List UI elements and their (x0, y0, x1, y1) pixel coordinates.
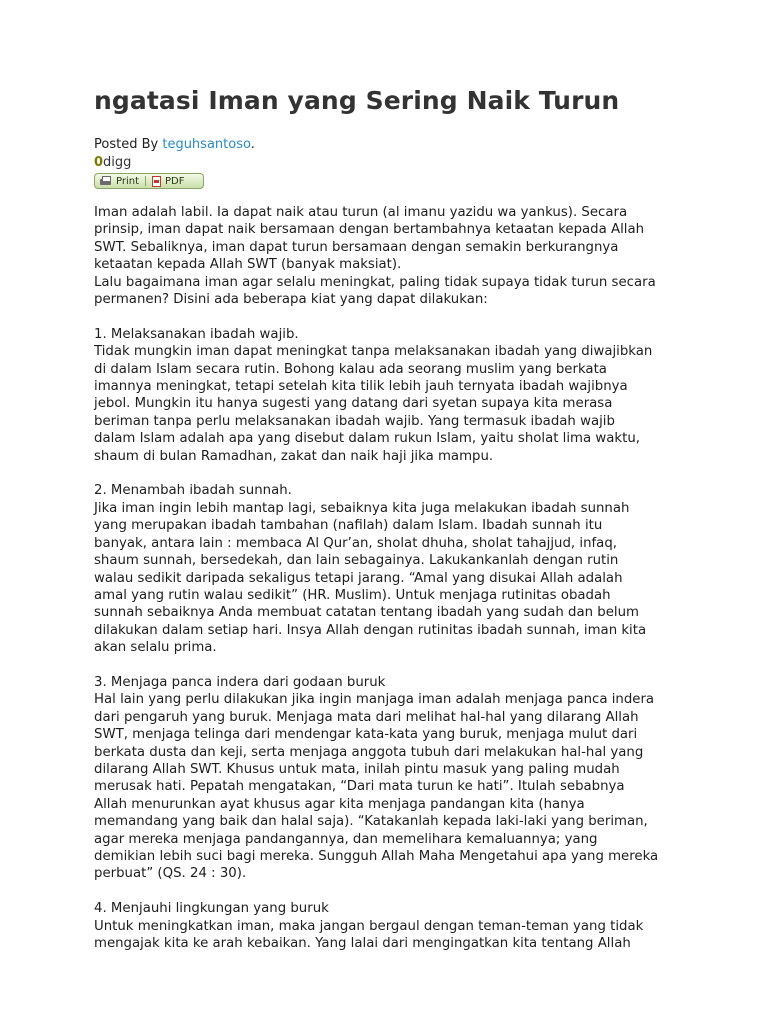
body-line: imannya meningkat, tetapi setelah kita tilik lebih jauh ternyata ibadah wajibnya (94, 379, 628, 395)
body-line: dilarang Allah SWT. Khusus untuk mata, inilah pintu masuk yang paling mudah (94, 761, 620, 777)
pdf-label[interactable]: PDF (165, 175, 185, 187)
body-line: dalam Islam adalah apa yang disebut dalam rukun Islam, yaitu sholat lima waktu, (94, 431, 640, 447)
body-line: permanen? Disini ada beberapa kiat yang dapat dilakukan: (94, 292, 488, 308)
paragraph-gap (94, 308, 680, 325)
body-line: yang merupakan ibadah tambahan (nafilah) dalam Islam. Ibadah sunnah itu (94, 518, 603, 534)
body-line: akan selalu prima. (94, 640, 217, 656)
body-line: beriman tanpa perlu melaksanakan ibadah wajib. Yang termasuk ibadah wajib (94, 413, 615, 429)
body-line: SWT. Sebaliknya, iman dapat turun bersamaan dengan semakin berkurangnya (94, 239, 619, 255)
body-line: berkata dusta dan keji, serta menjaga anggota tubuh dari melakukan hal-hal yang (94, 744, 644, 760)
body-line: Allah menurunkan ayat khusus agar kita menjaga pandangan kita (hanya (94, 796, 585, 812)
body-line: 3. Menjaga panca indera dari godaan buruk (94, 674, 386, 690)
body-line: ketaatan kepada Allah SWT (banyak maksiat). (94, 257, 402, 273)
body-line: shaum di bulan Ramadhan, zakat dan naik haji jika mampu. (94, 448, 494, 464)
post-meta (94, 136, 255, 154)
body-line: demikian lebih suci bagi mereka. Sungguh Allah Maha Mengetahui apa yang mereka (94, 848, 659, 864)
body-line: sunnah sebaiknya Anda membuat catatan tentang ibadah yang sudah dan belum (94, 605, 639, 621)
body-line: agar mereka menjaga pandangannya, dan memelihara kemaluannya; yang (94, 831, 598, 847)
body-line: mengajak kita ke arah kebaikan. Yang lalai dari mengingatkan kita tentang Allah (94, 936, 631, 951)
paragraph-gap (94, 883, 680, 900)
digg-counter[interactable] (94, 154, 131, 172)
body-line: banyak, antara lain : membaca Al Qur’an, sholat dhuha, sholat tahajjud, infaq, (94, 535, 617, 551)
digg-count: 0 (94, 155, 104, 170)
body-line: shaum sunnah, bersedekah, dan lain sebagainya. Lakukankanlah dengan rutin (94, 553, 619, 569)
body-line: Lalu bagaimana iman agar selalu meningkat, paling tidak supaya tidak turun secara (94, 274, 656, 290)
body-line: memandang yang baik dan halal saja). “Katakanlah kepada laki-laki yang beriman, (94, 814, 648, 830)
author-link[interactable]: teguhsantoso (162, 137, 251, 152)
body-line: SWT, menjaga telinga dari mendengar kata-kata yang buruk, menjaga mulut dari (94, 727, 638, 743)
body-line: prinsip, iman dapat naik bersamaan dengan bertambahnya ketaatan kepada Allah (94, 222, 645, 238)
print-label[interactable]: Print (116, 175, 140, 187)
body-line: Untuk meningkatkan iman, maka jangan bergaul dengan teman-teman yang tidak (94, 918, 644, 934)
paragraph-gap (94, 657, 680, 674)
body-line: 4. Menjauhi lingkungan yang buruk (94, 901, 329, 917)
posted-by-label: Posted By (94, 137, 159, 152)
article-body (94, 204, 680, 952)
body-line: jebol. Mungkin itu hanya sugesti yang datang dari syetan supaya kita merasa (94, 396, 613, 412)
body-line: 2. Menambah ibadah sunnah. (94, 483, 292, 499)
digg-label: digg (103, 155, 132, 170)
body-line: Hal lain yang perlu dilakukan jika ingin manjaga iman adalah menjaga panca indera (94, 692, 655, 708)
body-line: dari pengaruh yang buruk. Menjaga mata dari melihat hal-hal yang dilarang Allah (94, 709, 639, 725)
body-line: perbuat” (QS. 24 : 30). (94, 866, 247, 882)
article-title: ngatasi Iman yang Sering Naik Turun (94, 86, 620, 115)
paragraph-gap (94, 465, 680, 482)
printer-icon (99, 176, 112, 187)
author-suffix: . (250, 137, 255, 152)
button-separator (145, 176, 146, 186)
body-line: 1. Melaksanakan ibadah wajib. (94, 326, 299, 342)
body-line: di dalam Islam secara rutin. Bohong kalau ada seorang muslim yang berkata (94, 361, 607, 377)
body-line: Tidak mungkin iman dapat meningkat tanpa melaksanakan ibadah yang diwajibkan (94, 344, 653, 360)
body-line: Iman adalah labil. Ia dapat naik atau turun (al imanu yazidu wa yankus). Secara (94, 205, 628, 220)
body-line: walau sedikit daripada sekaligus tetapi jarang. “Amal yang disukai Allah adalah (94, 570, 623, 586)
body-line: Jika iman ingin lebih mantap lagi, sebaiknya kita juga melakukan ibadah sunnah (94, 500, 630, 516)
body-line: merusak hati. Pepatah mengatakan, “Dari mata turun ke hati”. Itulah sebabnya (94, 779, 625, 795)
body-line: dilakukan dalam setiap hari. Insya Allah dengan rutinitas ibadah sunnah, iman kita (94, 622, 647, 638)
print-pdf-button[interactable] (94, 173, 204, 189)
pdf-icon (152, 176, 161, 187)
body-line: amal yang rutin walau sedikit” (HR. Muslim). Untuk menjaga rutinitas obadah (94, 587, 611, 603)
